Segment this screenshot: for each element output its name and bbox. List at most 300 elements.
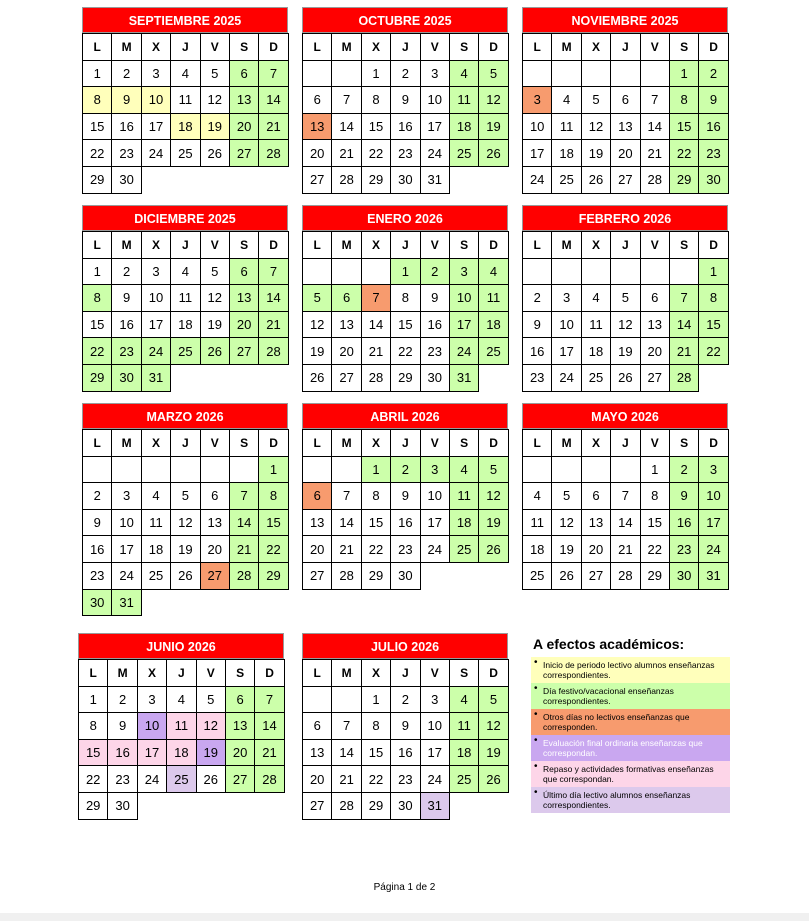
day-cell: 1 — [83, 258, 112, 285]
blank-cell — [171, 589, 200, 616]
day-cell: 2 — [391, 456, 420, 483]
day-cell: 25 — [171, 140, 200, 167]
day-cell: 27 — [303, 792, 332, 819]
day-cell: 29 — [640, 562, 669, 589]
day-cell: 16 — [699, 113, 728, 140]
legend-text: Evaluación final ordinaria enseñanzas que correspondan. — [543, 738, 703, 758]
month-grid — [82, 429, 289, 616]
day-cell: 15 — [699, 311, 728, 338]
day-cell: 29 — [361, 166, 390, 193]
weekday-header: L — [79, 660, 108, 687]
month-title: NOVIEMBRE 2025 — [522, 7, 728, 33]
weekday-header: J — [167, 660, 196, 687]
day-cell: 23 — [669, 536, 698, 563]
empty-day-cell — [332, 686, 361, 713]
month-title: FEBRERO 2026 — [522, 205, 728, 231]
blank-cell — [699, 364, 728, 391]
weekday-header: M — [332, 34, 361, 61]
day-cell: 8 — [640, 483, 669, 510]
day-cell: 26 — [171, 562, 200, 589]
day-cell: 24 — [449, 338, 478, 365]
calendar-jul-2026 — [302, 633, 508, 820]
day-cell: 13 — [229, 285, 258, 312]
day-cell: 27 — [640, 364, 669, 391]
day-cell: 26 — [303, 364, 332, 391]
day-cell: 15 — [79, 739, 108, 766]
day-cell: 15 — [669, 113, 698, 140]
day-cell: 15 — [361, 739, 390, 766]
month-grid — [302, 33, 509, 194]
day-cell: 14 — [255, 713, 284, 740]
day-cell: 11 — [171, 87, 200, 114]
weekday-header: M — [112, 232, 141, 259]
day-cell: 12 — [303, 311, 332, 338]
day-cell: 14 — [669, 311, 698, 338]
day-cell: 9 — [112, 285, 141, 312]
page-number: Página 1 de 2 — [373, 882, 436, 893]
day-cell: 12 — [171, 509, 200, 536]
day-cell: 25 — [449, 766, 478, 793]
day-cell: 18 — [479, 311, 508, 338]
day-cell: 25 — [479, 338, 508, 365]
day-cell: 2 — [391, 686, 420, 713]
day-cell: 20 — [611, 140, 640, 167]
weekday-header: D — [259, 34, 288, 61]
weekday-header: M — [112, 34, 141, 61]
day-cell: 15 — [361, 113, 390, 140]
empty-day-cell — [229, 456, 258, 483]
day-cell: 22 — [391, 338, 420, 365]
day-cell: 3 — [523, 87, 552, 114]
day-cell: 13 — [225, 713, 254, 740]
weekday-header: D — [479, 430, 508, 457]
blank-cell — [171, 166, 200, 193]
weekday-header: S — [225, 660, 254, 687]
month-grid — [302, 231, 509, 392]
weekday-header: X — [137, 660, 166, 687]
empty-day-cell — [303, 258, 332, 285]
day-cell: 30 — [112, 166, 141, 193]
day-cell: 16 — [669, 509, 698, 536]
empty-day-cell — [361, 258, 390, 285]
day-cell: 26 — [581, 166, 610, 193]
day-cell: 14 — [332, 113, 361, 140]
day-cell: 4 — [581, 285, 610, 312]
weekday-header: L — [83, 430, 112, 457]
blank-cell — [449, 562, 478, 589]
day-cell: 23 — [391, 766, 420, 793]
legend-item — [531, 761, 730, 787]
calendar-may-2026 — [522, 403, 728, 590]
day-cell: 12 — [200, 87, 229, 114]
day-cell: 3 — [420, 60, 449, 87]
day-cell: 28 — [332, 562, 361, 589]
day-cell: 15 — [259, 509, 288, 536]
day-cell: 26 — [479, 766, 508, 793]
day-cell: 22 — [669, 140, 698, 167]
day-cell: 14 — [332, 739, 361, 766]
blank-cell — [225, 792, 254, 819]
day-cell: 13 — [229, 87, 258, 114]
weekday-header: V — [420, 430, 449, 457]
day-cell: 7 — [259, 258, 288, 285]
day-cell: 30 — [669, 562, 698, 589]
day-cell: 22 — [640, 536, 669, 563]
day-cell: 14 — [611, 509, 640, 536]
day-cell: 11 — [581, 311, 610, 338]
weekday-header: V — [640, 232, 669, 259]
day-cell: 10 — [449, 285, 478, 312]
day-cell: 18 — [171, 113, 200, 140]
bullet-icon: • — [534, 709, 538, 720]
day-cell: 8 — [361, 483, 390, 510]
weekday-header: M — [112, 430, 141, 457]
day-cell: 7 — [229, 483, 258, 510]
weekday-header: V — [420, 660, 449, 687]
day-cell: 23 — [108, 766, 137, 793]
day-cell: 9 — [523, 311, 552, 338]
weekday-header: S — [229, 34, 258, 61]
day-cell: 8 — [699, 285, 728, 312]
legend-text: Repaso y actividades formativas enseñanzas que correspondan. — [543, 764, 714, 784]
weekday-header: X — [361, 34, 390, 61]
day-cell: 26 — [479, 140, 508, 167]
day-cell: 10 — [141, 87, 170, 114]
blank-cell — [167, 792, 196, 819]
weekday-header: S — [669, 430, 698, 457]
day-cell: 10 — [699, 483, 728, 510]
day-cell: 21 — [259, 311, 288, 338]
day-cell: 28 — [229, 562, 258, 589]
day-cell: 18 — [523, 536, 552, 563]
empty-day-cell — [303, 686, 332, 713]
day-cell: 12 — [552, 509, 581, 536]
day-cell: 8 — [391, 285, 420, 312]
blank-cell — [479, 364, 508, 391]
empty-day-cell — [611, 258, 640, 285]
day-cell: 8 — [83, 285, 112, 312]
day-cell: 11 — [523, 509, 552, 536]
day-cell: 12 — [200, 285, 229, 312]
day-cell: 7 — [640, 87, 669, 114]
day-cell: 20 — [640, 338, 669, 365]
day-cell: 27 — [229, 338, 258, 365]
month-title: ENERO 2026 — [302, 205, 508, 231]
day-cell: 19 — [196, 739, 225, 766]
month-title: SEPTIEMBRE 2025 — [82, 7, 288, 33]
day-cell: 26 — [611, 364, 640, 391]
blank-cell — [449, 166, 478, 193]
blank-cell — [420, 562, 449, 589]
day-cell: 1 — [361, 686, 390, 713]
day-cell: 24 — [420, 766, 449, 793]
day-cell: 31 — [141, 364, 170, 391]
day-cell: 21 — [669, 338, 698, 365]
day-cell: 22 — [699, 338, 728, 365]
day-cell: 15 — [361, 509, 390, 536]
day-cell: 12 — [196, 713, 225, 740]
day-cell: 27 — [303, 166, 332, 193]
day-cell: 1 — [361, 456, 390, 483]
empty-day-cell — [581, 456, 610, 483]
day-cell: 30 — [108, 792, 137, 819]
day-cell: 10 — [112, 509, 141, 536]
weekday-header: S — [449, 430, 478, 457]
day-cell: 13 — [640, 311, 669, 338]
day-cell: 16 — [108, 739, 137, 766]
empty-day-cell — [552, 258, 581, 285]
day-cell: 14 — [259, 87, 288, 114]
day-cell: 25 — [581, 364, 610, 391]
day-cell: 9 — [108, 713, 137, 740]
day-cell: 17 — [420, 739, 449, 766]
weekday-header: X — [581, 34, 610, 61]
day-cell: 5 — [196, 686, 225, 713]
calendar-apr-2026 — [302, 403, 508, 590]
day-cell: 19 — [611, 338, 640, 365]
calendar-nov-2025 — [522, 7, 728, 194]
month-title: JUNIO 2026 — [78, 633, 284, 659]
day-cell: 27 — [229, 140, 258, 167]
day-cell: 27 — [581, 562, 610, 589]
weekday-header: M — [332, 232, 361, 259]
weekday-header: M — [552, 232, 581, 259]
day-cell: 5 — [200, 60, 229, 87]
legend-text: Último día lectivo alumnos enseñanzas correspondientes. — [543, 790, 691, 810]
day-cell: 11 — [167, 713, 196, 740]
calendar-jun-2026 — [78, 633, 284, 820]
day-cell: 4 — [552, 87, 581, 114]
day-cell: 3 — [137, 686, 166, 713]
weekday-header: L — [83, 232, 112, 259]
bullet-icon: • — [534, 683, 538, 694]
day-cell: 11 — [479, 285, 508, 312]
blank-cell — [479, 562, 508, 589]
day-cell: 22 — [361, 766, 390, 793]
day-cell: 9 — [391, 87, 420, 114]
bullet-icon: • — [534, 787, 538, 798]
day-cell: 9 — [699, 87, 728, 114]
day-cell: 24 — [699, 536, 728, 563]
day-cell: 6 — [640, 285, 669, 312]
empty-day-cell — [112, 456, 141, 483]
empty-day-cell — [669, 258, 698, 285]
day-cell: 30 — [391, 166, 420, 193]
day-cell: 28 — [259, 338, 288, 365]
weekday-header: L — [523, 232, 552, 259]
legend-items — [531, 657, 731, 813]
day-cell: 17 — [523, 140, 552, 167]
day-cell: 17 — [552, 338, 581, 365]
weekday-header: X — [581, 232, 610, 259]
day-cell: 7 — [332, 87, 361, 114]
day-cell: 17 — [699, 509, 728, 536]
weekday-header: J — [171, 232, 200, 259]
day-cell: 21 — [332, 766, 361, 793]
blank-cell — [229, 166, 258, 193]
month-title: ABRIL 2026 — [302, 403, 508, 429]
empty-day-cell — [303, 456, 332, 483]
day-cell: 7 — [611, 483, 640, 510]
day-cell: 4 — [167, 686, 196, 713]
month-grid — [522, 429, 729, 590]
day-cell: 2 — [112, 258, 141, 285]
weekday-header: J — [391, 34, 420, 61]
day-cell: 20 — [200, 536, 229, 563]
weekday-header: D — [699, 430, 728, 457]
day-cell: 2 — [699, 60, 728, 87]
day-cell: 17 — [141, 113, 170, 140]
day-cell: 4 — [449, 686, 478, 713]
day-cell: 7 — [259, 60, 288, 87]
empty-day-cell — [200, 456, 229, 483]
weekday-header: S — [669, 232, 698, 259]
day-cell: 12 — [611, 311, 640, 338]
day-cell: 15 — [83, 113, 112, 140]
day-cell: 9 — [83, 509, 112, 536]
weekday-header: L — [523, 34, 552, 61]
day-cell: 29 — [259, 562, 288, 589]
weekday-header: D — [255, 660, 284, 687]
day-cell: 9 — [420, 285, 449, 312]
blank-cell — [171, 364, 200, 391]
day-cell: 1 — [699, 258, 728, 285]
weekday-header: S — [669, 34, 698, 61]
legend-item — [531, 657, 730, 683]
weekday-header: L — [303, 34, 332, 61]
blank-cell — [200, 364, 229, 391]
day-cell: 1 — [259, 456, 288, 483]
day-cell: 17 — [420, 509, 449, 536]
day-cell: 1 — [669, 60, 698, 87]
day-cell: 17 — [112, 536, 141, 563]
day-cell: 24 — [112, 562, 141, 589]
day-cell: 8 — [669, 87, 698, 114]
day-cell: 4 — [449, 456, 478, 483]
weekday-header: J — [391, 660, 420, 687]
legend-item — [531, 709, 730, 735]
day-cell: 4 — [141, 483, 170, 510]
day-cell: 11 — [171, 285, 200, 312]
day-cell: 27 — [303, 562, 332, 589]
day-cell: 30 — [83, 589, 112, 616]
day-cell: 28 — [259, 140, 288, 167]
day-cell: 30 — [391, 562, 420, 589]
empty-day-cell — [581, 258, 610, 285]
empty-day-cell — [640, 60, 669, 87]
day-cell: 19 — [303, 338, 332, 365]
day-cell: 14 — [640, 113, 669, 140]
day-cell: 12 — [479, 87, 508, 114]
day-cell: 14 — [332, 509, 361, 536]
legend-title: A efectos académicos: — [533, 636, 685, 652]
day-cell: 28 — [332, 792, 361, 819]
weekday-header: D — [479, 660, 508, 687]
month-title: MARZO 2026 — [82, 403, 288, 429]
weekday-header: D — [479, 34, 508, 61]
weekday-header: X — [361, 232, 390, 259]
weekday-header: L — [303, 232, 332, 259]
weekday-header: L — [303, 430, 332, 457]
day-cell: 6 — [303, 713, 332, 740]
empty-day-cell — [171, 456, 200, 483]
day-cell: 25 — [449, 536, 478, 563]
day-cell: 1 — [361, 60, 390, 87]
empty-day-cell — [523, 60, 552, 87]
day-cell: 28 — [255, 766, 284, 793]
day-cell: 5 — [479, 456, 508, 483]
empty-day-cell — [332, 456, 361, 483]
day-cell: 29 — [83, 364, 112, 391]
day-cell: 22 — [83, 140, 112, 167]
day-cell: 16 — [83, 536, 112, 563]
day-cell: 20 — [303, 140, 332, 167]
weekday-header: M — [332, 430, 361, 457]
day-cell: 8 — [79, 713, 108, 740]
day-cell: 2 — [420, 258, 449, 285]
day-cell: 19 — [479, 739, 508, 766]
weekday-header: V — [420, 232, 449, 259]
weekday-header: J — [611, 34, 640, 61]
weekday-header: J — [171, 430, 200, 457]
day-cell: 25 — [449, 140, 478, 167]
day-cell: 30 — [420, 364, 449, 391]
blank-cell — [229, 364, 258, 391]
day-cell: 10 — [420, 483, 449, 510]
legend-text: Día festivo/vacacional enseñanzas correspondientes. — [543, 686, 674, 706]
day-cell: 21 — [332, 536, 361, 563]
day-cell: 26 — [196, 766, 225, 793]
day-cell: 11 — [449, 87, 478, 114]
empty-day-cell — [581, 60, 610, 87]
day-cell: 20 — [303, 536, 332, 563]
day-cell: 27 — [225, 766, 254, 793]
day-cell: 8 — [259, 483, 288, 510]
weekday-header: D — [699, 232, 728, 259]
day-cell: 7 — [332, 483, 361, 510]
day-cell: 4 — [523, 483, 552, 510]
day-cell: 4 — [479, 258, 508, 285]
day-cell: 28 — [332, 166, 361, 193]
day-cell: 29 — [361, 792, 390, 819]
empty-day-cell — [640, 258, 669, 285]
weekday-header: S — [449, 660, 478, 687]
day-cell: 22 — [79, 766, 108, 793]
day-cell: 29 — [361, 562, 390, 589]
weekday-header: J — [171, 34, 200, 61]
day-cell: 6 — [225, 686, 254, 713]
empty-day-cell — [523, 456, 552, 483]
bullet-icon: • — [534, 761, 538, 772]
day-cell: 24 — [141, 338, 170, 365]
day-cell: 9 — [112, 87, 141, 114]
day-cell: 25 — [171, 338, 200, 365]
blank-cell — [200, 589, 229, 616]
day-cell: 27 — [200, 562, 229, 589]
day-cell: 5 — [479, 686, 508, 713]
day-cell: 30 — [112, 364, 141, 391]
month-grid — [302, 429, 509, 590]
empty-day-cell — [552, 456, 581, 483]
day-cell: 31 — [420, 792, 449, 819]
weekday-header: J — [391, 430, 420, 457]
day-cell: 23 — [420, 338, 449, 365]
weekday-header: D — [259, 430, 288, 457]
day-cell: 18 — [141, 536, 170, 563]
day-cell: 3 — [141, 60, 170, 87]
day-cell: 24 — [552, 364, 581, 391]
weekday-header: M — [332, 660, 361, 687]
